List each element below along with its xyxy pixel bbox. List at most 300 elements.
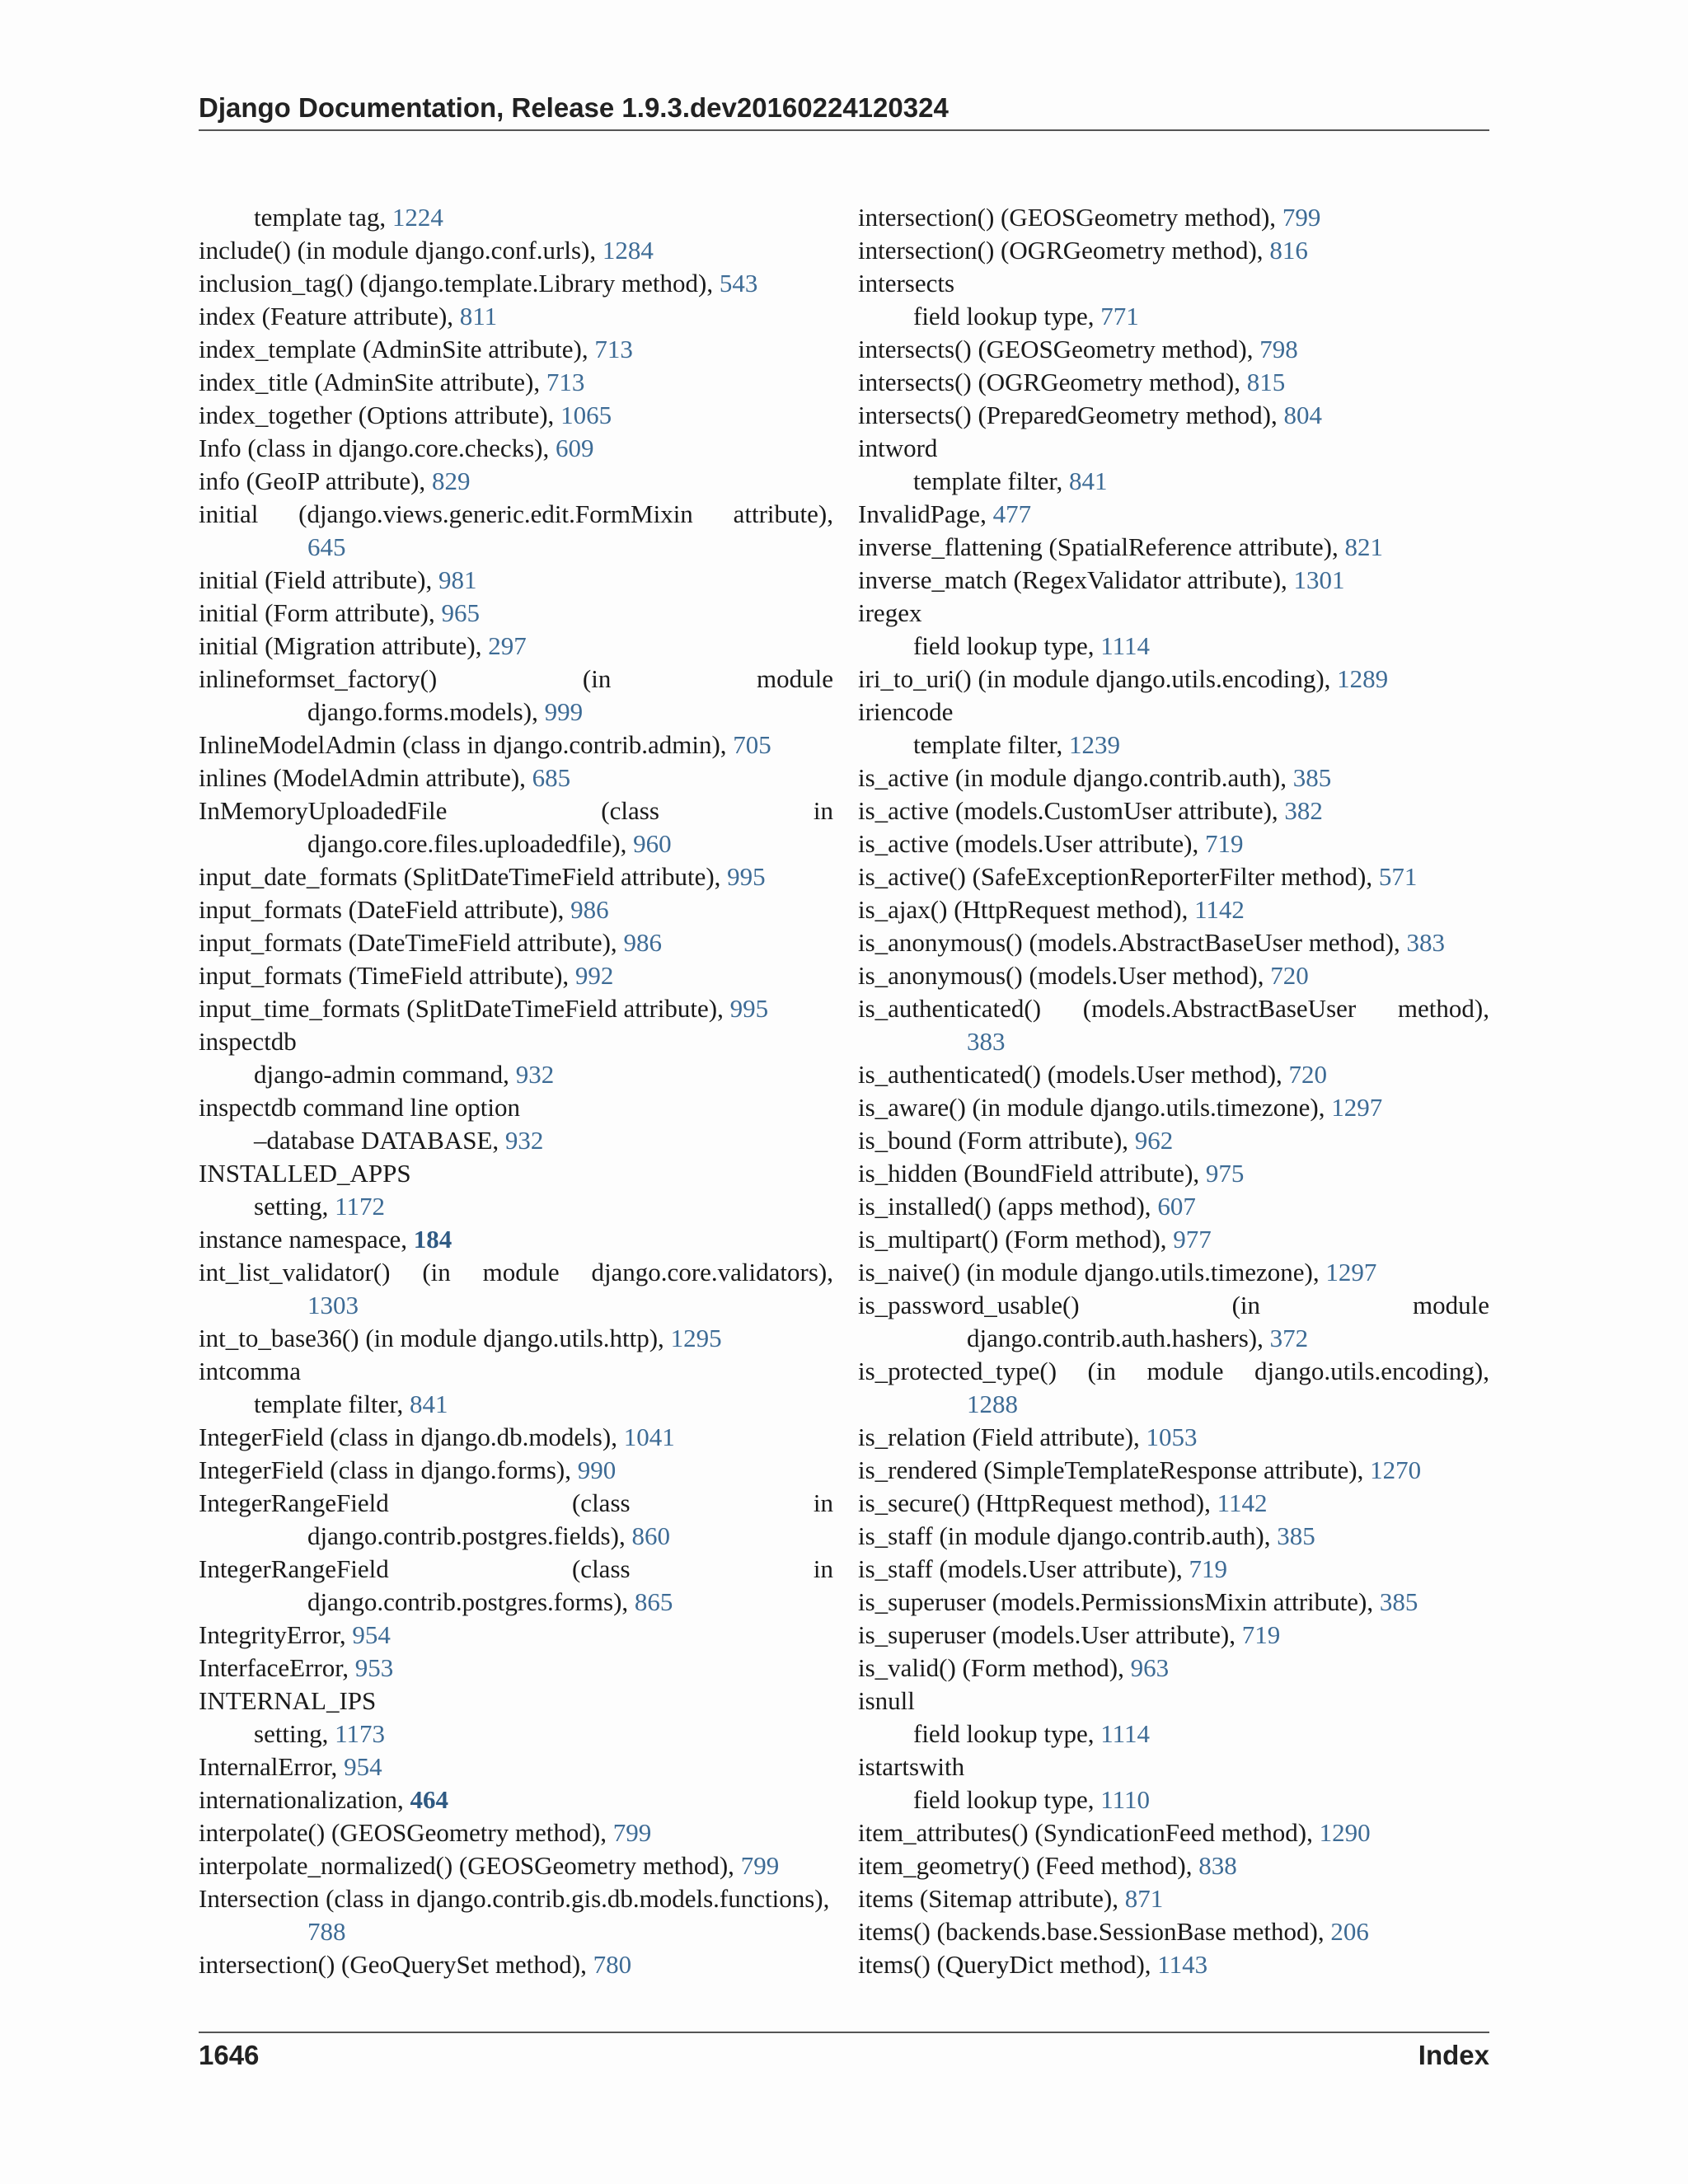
index-entry-text: Intersection (class in django.contrib.gis.db.models.functions), — [199, 1884, 830, 1913]
page-reference-link[interactable]: 841 — [409, 1390, 448, 1418]
index-entry — [858, 1157, 1489, 1190]
page-reference-link[interactable]: 1270 — [1370, 1455, 1422, 1484]
index-entry-text: item_attributes() (SyndicationFeed method), — [858, 1818, 1320, 1847]
index-entry-text: (models.AbstractBaseUser — [1082, 994, 1357, 1023]
index-entry — [199, 1322, 833, 1355]
page-reference-link[interactable]: 571 — [1378, 862, 1418, 891]
page-reference-link[interactable]: 609 — [555, 434, 594, 462]
page-reference-link[interactable]: 383 — [1406, 928, 1446, 957]
page-reference-link[interactable]: 1295 — [670, 1324, 722, 1352]
page-reference-link[interactable]: 871 — [1124, 1884, 1164, 1913]
index-entry-text: intcomma — [199, 1357, 301, 1385]
index-entry — [199, 1157, 833, 1190]
index-entry-text: (in — [1087, 1357, 1116, 1385]
index-entry — [199, 1948, 833, 1981]
index-entry — [858, 860, 1489, 893]
index-entry-text: is_bound (Form attribute), — [858, 1126, 1135, 1155]
index-entry-text: intword — [858, 434, 938, 462]
index-entry-text: intersects — [858, 269, 955, 298]
index-entry — [858, 1652, 1489, 1685]
index-entry — [199, 992, 833, 1025]
index-entry-text: method), — [1397, 994, 1489, 1023]
index-entry-text: IntegerRangeField — [199, 1488, 389, 1517]
page-reference-link[interactable]: 816 — [1269, 236, 1308, 265]
index-entry — [199, 1223, 833, 1256]
index-entry-text: is_superuser (models.User attribute), — [858, 1620, 1242, 1649]
page-reference-link[interactable]: 477 — [992, 499, 1032, 528]
page-reference-link[interactable]: 799 — [612, 1818, 652, 1847]
page-reference-link[interactable]: 1297 — [1325, 1258, 1377, 1286]
index-entry-text: inspectdb command line option — [199, 1093, 521, 1122]
page-reference-link[interactable]: 999 — [544, 697, 584, 726]
index-entry-text: intersects() (GEOSGeometry method), — [858, 335, 1260, 363]
page-reference-link[interactable]: 995 — [727, 862, 766, 891]
index-entry-text: index (Feature attribute), — [199, 302, 460, 330]
index-entry-text: int_list_validator() — [199, 1258, 391, 1286]
page-reference-link[interactable]: 981 — [438, 565, 477, 594]
index-entry — [199, 1091, 833, 1124]
index-entry-text: attribute), — [733, 499, 833, 528]
index-entry-text: setting, — [254, 1192, 335, 1221]
index-entry-text: input_date_formats (SplitDateTimeField attribute), — [199, 862, 728, 891]
index-entry — [199, 893, 833, 926]
index-entry-text: initial (Form attribute), — [199, 598, 442, 627]
page-reference-link[interactable]: 771 — [1100, 302, 1139, 330]
index-entry — [199, 1025, 833, 1058]
index-entry — [199, 1816, 833, 1849]
index-entry — [858, 794, 1489, 827]
index-entry — [199, 663, 833, 696]
index-entry — [858, 1619, 1489, 1652]
page-reference-link[interactable]: 645 — [307, 532, 346, 561]
page-reference-link[interactable]: 720 — [1270, 961, 1309, 990]
index-entry — [858, 1421, 1489, 1454]
index-entry-text: template filter, — [913, 466, 1069, 495]
page-reference-link[interactable]: 965 — [441, 598, 480, 627]
index-entry-text: django.contrib.postgres.forms), — [307, 1587, 635, 1616]
index-entry-text: field lookup type, — [913, 1719, 1101, 1748]
page-reference-link[interactable]: 799 — [1282, 203, 1321, 232]
index-entry-text: IntegerRangeField — [199, 1554, 389, 1583]
page-reference-link[interactable]: 1142 — [1217, 1488, 1268, 1517]
index-entry-text: is_authenticated() — [858, 994, 1042, 1023]
index-entry — [199, 1750, 833, 1783]
page-reference-link[interactable]: 720 — [1288, 1060, 1328, 1089]
index-subentry — [199, 1718, 833, 1750]
index-entry — [858, 1915, 1489, 1948]
page-reference-link[interactable]: 962 — [1134, 1126, 1174, 1155]
index-entry-text: (class — [601, 796, 659, 825]
page-reference-link[interactable]: 798 — [1259, 335, 1298, 363]
index-entry — [199, 1355, 833, 1388]
index-entry-text: input_formats (TimeField attribute), — [199, 961, 575, 990]
header-rule — [199, 129, 1489, 131]
index-entry-text: iriencode — [858, 697, 954, 726]
index-entry-text: is_anonymous() (models.User method), — [858, 961, 1271, 990]
page-reference-link[interactable]: 986 — [570, 895, 609, 924]
index-entry — [858, 531, 1489, 564]
index-entry — [858, 663, 1489, 696]
page-reference-link[interactable]: 1239 — [1068, 730, 1120, 759]
section-name: Index — [1418, 2040, 1489, 2070]
index-entry-text: iri_to_uri() (in module django.utils.encoding), — [858, 664, 1338, 693]
index-entry-text: is_active (models.User attribute), — [858, 829, 1205, 858]
page-reference-link[interactable]: 1114 — [1100, 1719, 1150, 1748]
index-entry-continuation — [858, 1025, 1489, 1058]
index-subentry — [858, 465, 1489, 498]
page-reference-link[interactable]: 184 — [413, 1225, 452, 1254]
index-subentry — [858, 729, 1489, 762]
page-reference-link[interactable]: 1142 — [1194, 895, 1245, 924]
index-entry-text: InternalError, — [199, 1752, 345, 1781]
index-subentry — [858, 1718, 1489, 1750]
index-entry — [199, 465, 833, 498]
index-entry-text: (class — [571, 1554, 631, 1583]
index-entry — [858, 201, 1489, 234]
page-reference-link[interactable]: 932 — [515, 1060, 555, 1089]
page-reference-link[interactable]: 297 — [488, 631, 527, 660]
index-entry-text: django.utils.encoding), — [1254, 1357, 1489, 1385]
page-reference-link[interactable]: 811 — [459, 302, 498, 330]
index-subentry — [199, 1058, 833, 1091]
index-entry — [199, 1421, 833, 1454]
index-entry-text: setting, — [254, 1719, 335, 1748]
index-entry — [199, 399, 833, 432]
index-entry — [858, 992, 1489, 1025]
index-entry — [858, 1882, 1489, 1915]
index-entry-text: InlineModelAdmin (class in django.contrib.admin), — [199, 730, 734, 759]
index-entry — [858, 1849, 1489, 1882]
index-entry — [199, 860, 833, 893]
page-reference-link[interactable]: 543 — [719, 269, 758, 298]
index-subentry — [199, 1388, 833, 1421]
index-entry-text: InvalidPage, — [858, 499, 993, 528]
index-entry-text: is_staff (in module django.contrib.auth), — [858, 1521, 1278, 1550]
page-reference-link[interactable]: 1297 — [1331, 1093, 1383, 1122]
index-entry — [858, 333, 1489, 366]
page-reference-link[interactable]: 464 — [410, 1785, 449, 1814]
index-entry-text: in — [813, 1488, 833, 1517]
index-entry-text: is_installed() (apps method), — [858, 1192, 1158, 1221]
index-subentry — [199, 1124, 833, 1157]
index-entry — [858, 399, 1489, 432]
index-entry — [199, 729, 833, 762]
index-entry-text: is_naive() (in module django.utils.timezone), — [858, 1258, 1326, 1286]
page-reference-link[interactable]: 992 — [574, 961, 614, 990]
index-entry-text: IntegrityError, — [199, 1620, 353, 1649]
index-entry-text: int_to_base36() (in module django.utils.http), — [199, 1324, 671, 1352]
page-reference-link[interactable]: 685 — [532, 763, 571, 792]
index-entry — [858, 959, 1489, 992]
index-entry — [858, 1586, 1489, 1619]
index-entry-continuation — [858, 1322, 1489, 1355]
index-entry — [199, 1652, 833, 1685]
index-entry — [858, 827, 1489, 860]
index-entry-text: module — [482, 1258, 560, 1286]
index-entry-text: django.forms.models), — [307, 697, 545, 726]
index-entry — [858, 926, 1489, 959]
index-entry — [199, 564, 833, 597]
index-entry-text: django.contrib.postgres.fields), — [307, 1521, 632, 1550]
index-entry-text: internationalization, — [199, 1785, 410, 1814]
index-entry-text: is_hidden (BoundField attribute), — [858, 1159, 1206, 1188]
index-entry-text: interpolate() (GEOSGeometry method), — [199, 1818, 613, 1847]
page-reference-link[interactable]: 975 — [1205, 1159, 1245, 1188]
page-number: 1646 — [199, 2040, 260, 2070]
page-reference-link[interactable]: 1301 — [1293, 565, 1345, 594]
index-entry-text: include() (in module django.conf.urls), — [199, 236, 603, 265]
index-entry-text: django.core.files.uploadedfile), — [307, 829, 634, 858]
index-entry-text: (in — [422, 1258, 451, 1286]
page-reference-link[interactable]: 995 — [729, 994, 769, 1023]
page-reference-link[interactable]: 799 — [740, 1851, 780, 1880]
index-entry-text: intersects() (OGRGeometry method), — [858, 368, 1247, 396]
index-entry — [858, 1454, 1489, 1487]
index-entry-text: inspectdb — [199, 1027, 297, 1056]
index-entry-text: items() (QueryDict method), — [858, 1950, 1158, 1979]
index-entry-text: info (GeoIP attribute), — [199, 466, 432, 495]
page-reference-link[interactable]: 953 — [354, 1653, 394, 1682]
index-entry — [199, 762, 833, 794]
page-reference-link[interactable]: 383 — [967, 1027, 1006, 1056]
index-entry — [199, 234, 833, 267]
index-entry-text: field lookup type, — [913, 631, 1101, 660]
index-entry — [858, 1520, 1489, 1553]
index-entry-text: initial (Migration attribute), — [199, 631, 489, 660]
page-reference-link[interactable]: 1303 — [307, 1291, 359, 1319]
page-reference-link[interactable]: 1143 — [1157, 1950, 1208, 1979]
index-entry — [199, 1685, 833, 1718]
index-entry — [858, 762, 1489, 794]
index-entry-text: is_rendered (SimpleTemplateResponse attribute), — [858, 1455, 1371, 1484]
index-entry — [858, 1256, 1489, 1289]
index-entry-text: is_staff (models.User attribute), — [858, 1554, 1189, 1583]
index-entry-continuation — [199, 827, 833, 860]
page-reference-link[interactable]: 1110 — [1100, 1785, 1150, 1814]
page-reference-link[interactable]: 1041 — [623, 1422, 675, 1451]
index-entry-text: initial (Field attribute), — [199, 565, 438, 594]
page-reference-link[interactable]: 977 — [1173, 1225, 1212, 1254]
page-reference-link[interactable]: 960 — [633, 829, 672, 858]
index-entry-text: is_relation (Field attribute), — [858, 1422, 1146, 1451]
page-reference-link[interactable]: 990 — [577, 1455, 617, 1484]
index-entry-text: INSTALLED_APPS — [199, 1159, 411, 1188]
index-entry — [199, 1553, 833, 1586]
index-entry — [858, 366, 1489, 399]
page-reference-link[interactable]: 954 — [344, 1752, 382, 1781]
page-reference-link[interactable]: 385 — [1292, 763, 1332, 792]
index-entry — [858, 234, 1489, 267]
index-entry-text: django.core.validators), — [591, 1258, 833, 1286]
index-entry-text: input_formats (DateTimeField attribute), — [199, 928, 624, 957]
page-reference-link[interactable]: 788 — [307, 1917, 346, 1946]
index-subentry — [858, 300, 1489, 333]
index-entry-text: is_active (models.CustomUser attribute), — [858, 796, 1285, 825]
index-entry-text: django.contrib.auth.hashers), — [967, 1324, 1270, 1352]
index-entry-text: field lookup type, — [913, 302, 1101, 330]
page-reference-link[interactable]: 713 — [594, 335, 633, 363]
index-entry — [858, 1289, 1489, 1322]
index-entry-continuation — [199, 531, 833, 564]
index-entry — [199, 1882, 833, 1915]
page-reference-link[interactable]: 963 — [1130, 1653, 1170, 1682]
index-entry-text: template filter, — [254, 1390, 410, 1418]
page-reference-link[interactable]: 385 — [1277, 1521, 1315, 1550]
index-entry-text: is_secure() (HttpRequest method), — [858, 1488, 1217, 1517]
index-entry-text: InMemoryUploadedFile — [199, 796, 448, 825]
index-entry — [199, 333, 833, 366]
index-entry — [858, 1553, 1489, 1586]
index-entry-text: module — [757, 664, 833, 693]
index-entry-text: intersection() (OGRGeometry method), — [858, 236, 1270, 265]
index-entry-text: is_aware() (in module django.utils.timezone), — [858, 1093, 1332, 1122]
page-reference-link[interactable]: 804 — [1283, 401, 1322, 429]
index-subentry — [858, 1783, 1489, 1816]
index-entry — [199, 366, 833, 399]
index-entry — [858, 1750, 1489, 1783]
index-entry-text: inclusion_tag() (django.template.Library method), — [199, 269, 720, 298]
index-entry-text: is_valid() (Form method), — [858, 1653, 1131, 1682]
index-entry-text: module — [1413, 1291, 1489, 1319]
index-entry-text: is_protected_type() — [858, 1357, 1057, 1385]
index-entry-text: Info (class in django.core.checks), — [199, 434, 556, 462]
index-entry-text: inlines (ModelAdmin attribute), — [199, 763, 532, 792]
index-entry — [199, 1849, 833, 1882]
page-reference-link[interactable]: 719 — [1241, 1620, 1281, 1649]
index-entry — [858, 1355, 1489, 1388]
index-entry — [858, 267, 1489, 300]
index-entry-text: is_anonymous() (models.AbstractBaseUser method), — [858, 928, 1407, 957]
page-reference-link[interactable]: 1173 — [335, 1719, 386, 1748]
page-reference-link[interactable]: 932 — [504, 1126, 544, 1155]
page-reference-link[interactable]: 372 — [1269, 1324, 1309, 1352]
index-entry-text: items() (backends.base.SessionBase method), — [858, 1917, 1331, 1946]
page-reference-link[interactable]: 382 — [1284, 796, 1323, 825]
index-entry — [199, 630, 833, 663]
index-subentry — [199, 201, 833, 234]
page-reference-link[interactable]: 865 — [634, 1587, 673, 1616]
index-entry — [858, 1124, 1489, 1157]
page-reference-link[interactable]: 829 — [431, 466, 471, 495]
index-entry-text: module — [1146, 1357, 1224, 1385]
page-reference-link[interactable]: 713 — [546, 368, 585, 396]
index-entry — [199, 597, 833, 630]
page-reference-link[interactable]: 719 — [1189, 1554, 1227, 1583]
page-reference-link[interactable]: 1053 — [1146, 1422, 1198, 1451]
index-entry-text: is_ajax() (HttpRequest method), — [858, 895, 1195, 924]
index-entry-text: (in — [582, 664, 612, 693]
index-entry — [199, 1487, 833, 1520]
index-entry-text: in — [813, 796, 833, 825]
page-reference-link[interactable]: 385 — [1379, 1587, 1418, 1616]
index-entry — [858, 564, 1489, 597]
index-entry — [858, 1091, 1489, 1124]
index-entry-continuation — [199, 1915, 833, 1948]
index-entry — [858, 1487, 1489, 1520]
index-entry-text: is_active (in module django.contrib.auth), — [858, 763, 1293, 792]
index-entry-text: input_time_formats (SplitDateTimeField attribute), — [199, 994, 730, 1023]
page-reference-link[interactable]: 838 — [1198, 1851, 1237, 1880]
index-entry-text: (class — [571, 1488, 631, 1517]
index-entry-continuation — [858, 1388, 1489, 1421]
page-reference-link[interactable]: 1290 — [1319, 1818, 1371, 1847]
page-reference-link[interactable]: 206 — [1330, 1917, 1369, 1946]
page-footer — [199, 2040, 1489, 2071]
page-header: Django Documentation, Release 1.9.3.dev20160224120324 — [199, 92, 949, 123]
index-entry-text: items (Sitemap attribute), — [858, 1884, 1125, 1913]
index-entry-text: intersects() (PreparedGeometry method), — [858, 401, 1284, 429]
page-reference-link[interactable]: 821 — [1344, 532, 1383, 561]
index-entry-text: is_multipart() (Form method), — [858, 1225, 1174, 1254]
index-entry-text: IntegerField (class in django.db.models), — [199, 1422, 624, 1451]
page-reference-link[interactable]: 1114 — [1100, 631, 1150, 660]
index-entry-text: inverse_match (RegexValidator attribute), — [858, 565, 1294, 594]
index-entry-text: is_authenticated() (models.User method), — [858, 1060, 1289, 1089]
index-entry — [858, 1223, 1489, 1256]
index-subentry — [858, 630, 1489, 663]
index-entry — [199, 1783, 833, 1816]
index-entry — [858, 1058, 1489, 1091]
page-reference-link[interactable]: 986 — [623, 928, 662, 957]
index-column-right — [858, 201, 1489, 1981]
index-entry-text: index_together (Options attribute), — [199, 401, 561, 429]
page-reference-link[interactable]: 780 — [593, 1950, 632, 1979]
index-entry — [858, 1816, 1489, 1849]
index-entry-text: (in — [1231, 1291, 1261, 1319]
index-entry-text: IntegerField (class in django.forms), — [199, 1455, 578, 1484]
index-entry-continuation — [199, 1586, 833, 1619]
page-reference-link[interactable]: 719 — [1204, 829, 1244, 858]
index-entry-text: intersection() (GEOSGeometry method), — [858, 203, 1282, 232]
index-entry-text: initial — [199, 499, 259, 528]
page-reference-link[interactable]: 1288 — [967, 1390, 1018, 1418]
page-reference-link[interactable]: 1065 — [560, 401, 612, 429]
index-entry-text: INTERNAL_IPS — [199, 1686, 377, 1715]
page-reference-link[interactable]: 954 — [352, 1620, 391, 1649]
page-reference-link[interactable]: 841 — [1068, 466, 1108, 495]
index-entry — [199, 959, 833, 992]
page-reference-link[interactable]: 607 — [1157, 1192, 1196, 1221]
index-entry — [199, 498, 833, 531]
index-entry-text: iregex — [858, 598, 922, 627]
index-entry-text: InterfaceError, — [199, 1653, 355, 1682]
page-reference-link[interactable]: 1284 — [602, 236, 654, 265]
index-entry-text: –database DATABASE, — [254, 1126, 505, 1155]
page-reference-link[interactable]: 1224 — [392, 203, 443, 232]
page-reference-link[interactable]: 705 — [733, 730, 771, 759]
index-entry — [199, 267, 833, 300]
index-entry — [199, 794, 833, 827]
index-entry-continuation — [199, 696, 833, 729]
page-reference-link[interactable]: 1289 — [1337, 664, 1389, 693]
index-entry-continuation — [199, 1289, 833, 1322]
index-entry-text: is_superuser (models.PermissionsMixin attribute), — [858, 1587, 1380, 1616]
index-entry — [199, 1256, 833, 1289]
index-entry-text: intersection() (GeoQuerySet method), — [199, 1950, 593, 1979]
index-entry — [858, 597, 1489, 630]
index-entry — [858, 498, 1489, 531]
index-entry-text: index_template (AdminSite attribute), — [199, 335, 595, 363]
page-reference-link[interactable]: 860 — [631, 1521, 670, 1550]
footer-rule — [199, 2032, 1489, 2033]
index-entry — [858, 696, 1489, 729]
index-entry-text: istartswith — [858, 1752, 965, 1781]
index-column-left — [199, 201, 833, 1981]
page-reference-link[interactable]: 815 — [1246, 368, 1286, 396]
index-entry — [858, 893, 1489, 926]
page-reference-link[interactable]: 1172 — [335, 1192, 386, 1221]
index-entry — [199, 926, 833, 959]
